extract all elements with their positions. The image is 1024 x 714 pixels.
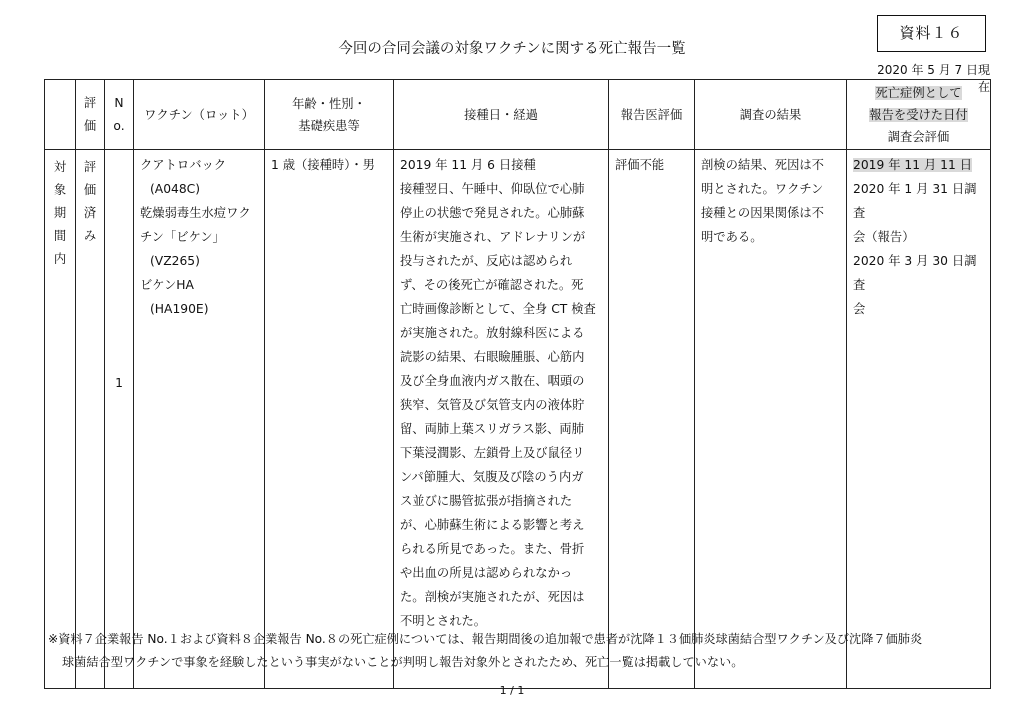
committee-line: 会（報告） — [853, 230, 915, 244]
page-number: 1 / 1 — [499, 684, 525, 697]
course-line: 2019 年 11 月 6 日接種 — [400, 158, 536, 172]
course-line: ス並びに腸管拡張が指摘された — [400, 494, 573, 508]
course-line: 投与されたが、反応は認められ — [400, 254, 573, 268]
course-line: が実施された。放射線科医による — [400, 326, 585, 340]
document-date: 2020 年 5 月 7 日現在 — [877, 63, 990, 94]
footnote — [48, 628, 993, 674]
vaccine-lot: (VZ265) — [150, 254, 200, 268]
vaccine-lot: (A048C) — [150, 182, 201, 196]
header-age-sex — [265, 80, 394, 150]
document-label: 資料１６ — [877, 15, 986, 52]
investigation-line: 明とされた。ワクチン — [701, 182, 824, 196]
vaccine-line: クアトロバック — [140, 158, 227, 172]
vaccine-lot: (HA190E) — [150, 302, 209, 316]
cell-reporter-eval: 評価不能 — [609, 150, 695, 689]
vaccine-line: チン「ビケン」 — [140, 230, 225, 244]
course-line: 留、両肺上葉スリガラス影、両肺 — [400, 422, 584, 436]
header-date-line2: 報告を受けた日付 — [869, 107, 968, 122]
cell-investigation — [695, 150, 847, 689]
header-date-course: 接種日・経過 — [394, 80, 609, 150]
header-category — [45, 80, 76, 150]
cell-category: 対象期間内 — [45, 150, 76, 689]
header-age-sex-line2: 基礎疾患等 — [298, 118, 360, 133]
course-line: や出血の所見は認められなかっ — [400, 566, 573, 580]
course-line: 生術が実施され、アドレナリンが — [400, 230, 586, 244]
cell-vaccine — [134, 150, 265, 689]
committee-line: 2020 年 1 月 31 日調査 — [853, 182, 977, 220]
table-header-row — [45, 80, 991, 150]
course-line: 接種翌日、午睡中、仰臥位で心肺 — [400, 182, 585, 196]
course-line: 下葉浸潤影、左鎖骨上及び鼠径リ — [400, 446, 585, 460]
vaccine-line: 乾燥弱毒生水痘ワク — [140, 206, 251, 220]
course-line: が、心肺蘇生術による影響と考え — [400, 518, 585, 532]
header-evaluation: 評価 — [76, 80, 105, 150]
course-line: 及び全身血液内ガス散在、咽頭の — [400, 374, 585, 388]
header-age-sex-line1: 年齢・性別・ — [292, 96, 366, 111]
course-line: 亡時画像診断として、全身 CT 検査 — [400, 302, 596, 316]
header-date-line3: 調査会評価 — [887, 129, 950, 144]
document-title: 今回の合同会議の対象ワクチンに関する死亡報告一覧 — [338, 41, 686, 57]
cell-evaluation: 評価済み — [76, 150, 105, 689]
vaccine-line: ビケンHA — [140, 278, 194, 292]
course-line: られる所見であった。また、骨折 — [400, 542, 585, 556]
investigation-line: 剖検の結果、死因は不 — [701, 158, 824, 172]
header-date-line1: 死亡症例として — [875, 85, 962, 100]
header-reporter-eval: 報告医評価 — [609, 80, 695, 150]
cell-report-date — [847, 150, 991, 689]
report-date: 2019 年 11 月 11 日 — [853, 158, 973, 172]
committee-line: 2020 年 3 月 30 日調査 — [853, 254, 977, 292]
course-line: ンパ節腫大、気腹及び陰のう内ガ — [400, 470, 584, 484]
header-report-date — [847, 80, 991, 150]
course-line: 不明とされた。 — [400, 614, 487, 628]
header-investigation: 調査の結果 — [695, 80, 847, 150]
course-line: 読影の結果、右眼瞼腫脹、心筋内 — [400, 350, 585, 364]
cell-age-sex: 1 歳（接種時）・男 — [265, 150, 394, 689]
header-no: No. — [105, 80, 134, 150]
course-line: た。剖検が実施されたが、死因は — [400, 590, 585, 604]
death-report-table — [44, 79, 991, 689]
investigation-line: 接種との因果関係は不 — [701, 206, 824, 220]
header-vaccine: ワクチン（ロット） — [134, 80, 265, 150]
course-line: 停止の状態で発見された。心肺蘇 — [400, 206, 585, 220]
footnote-line1: ※資料７企業報告 No.１および資料８企業報告 No.８の死亡症例については、報告期間後の追加報で患者が沈降１３価肺炎球菌結合型ワクチン及び沈降７価肺炎 — [48, 632, 923, 646]
cell-no: 1 — [105, 150, 134, 689]
footnote-line2: 球菌結合型ワクチンで事象を経験したという事実がないことが判明し報告対象外とされたため、死亡一覧は掲載していない。 — [62, 655, 744, 669]
table-row — [45, 150, 991, 689]
course-line: ず、その後死亡が確認された。死 — [400, 278, 584, 292]
cell-course — [394, 150, 609, 689]
committee-line: 会 — [853, 302, 866, 316]
course-line: 狭窄、気管及び気管支内の液体貯 — [400, 398, 585, 412]
investigation-line: 明である。 — [701, 230, 763, 244]
